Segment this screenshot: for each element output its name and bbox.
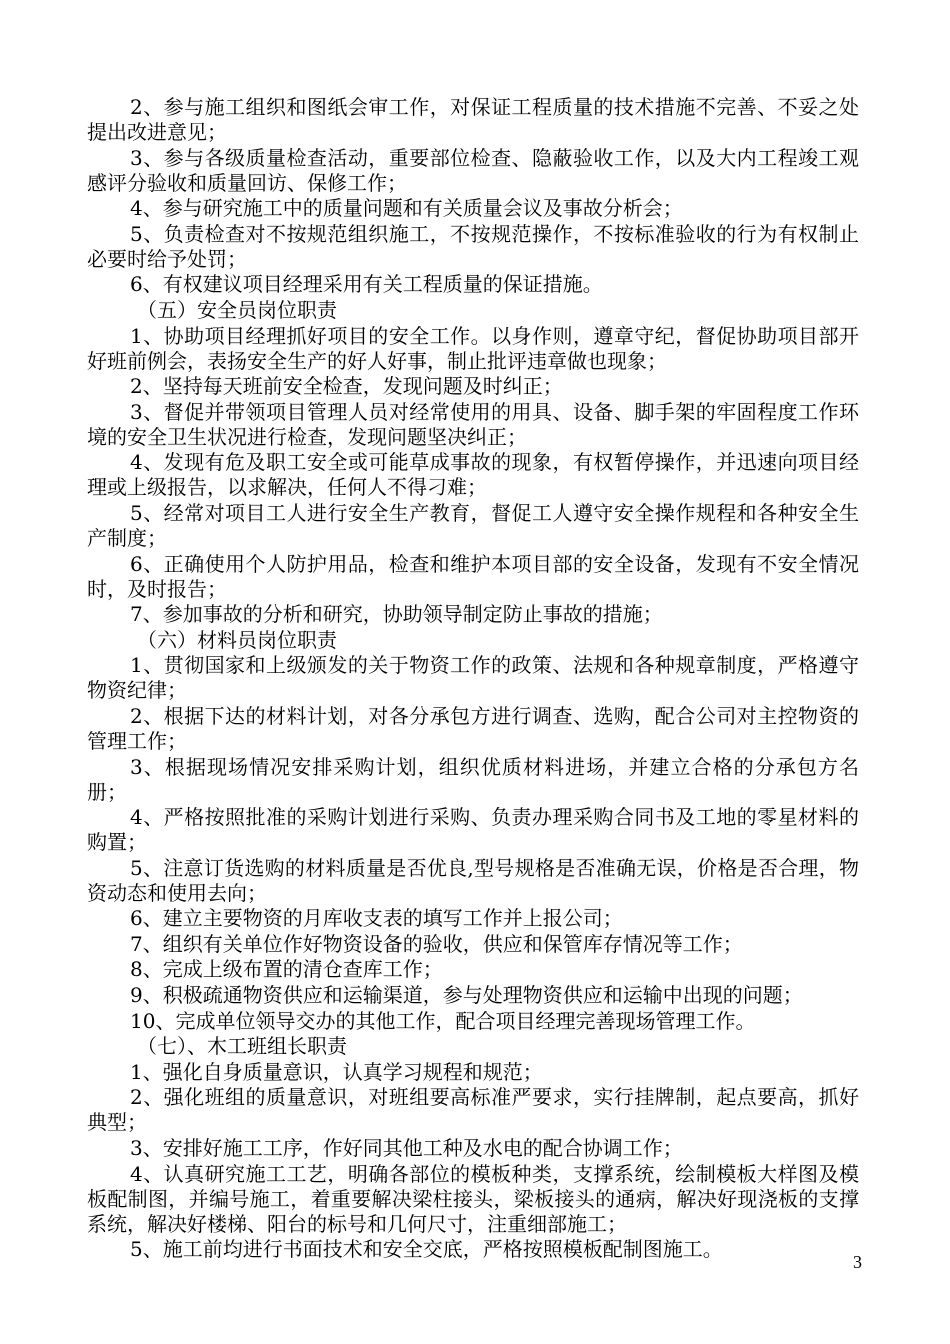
section-heading: （五）安全员岗位职责 [137, 297, 337, 322]
section-heading: （六）材料员岗位职责 [137, 627, 337, 652]
paragraph: 3、根据现场情况安排采购计划，组织优质材料进场，并建立合格的分承包方名册； [87, 754, 859, 804]
paragraph: 1、贯彻国家和上级颁发的关于物资工作的政策、法规和各种规章制度，严格遵守物资纪律； [87, 653, 859, 703]
paragraph: 4、参与研究施工中的质量问题和有关质量会议及事故分析会； [130, 196, 683, 221]
section-heading: （七）、木工班组长职责 [137, 1034, 347, 1059]
paragraph: 4、认真研究施工工艺，明确各部位的模板种类，支撑系统，绘制模板大样图及模板配制图，并编号施工，着重要解决梁柱接头，梁板接头的通病，解决好现浇板的支撑系统，解决好楼梯、阳台的标号和几何尺寸，注重细部施工； [87, 1161, 859, 1236]
page-number: 3 [853, 1252, 862, 1272]
paragraph: 8、完成上级布置的清仓查库工作； [130, 957, 443, 982]
paragraph: 7、参加事故的分析和研究，协助领导制定防止事故的措施； [130, 602, 663, 627]
paragraph: 5、负责检查对不按规范组织施工，不按规范操作，不按标准验收的行为有权制止必要时给予处罚； [87, 221, 859, 271]
paragraph: 7、组织有关单位作好物资设备的验收，供应和保管库存情况等工作； [130, 931, 743, 956]
paragraph: 5、经常对项目工人进行安全生产教育，督促工人遵守安全操作规程和各种安全生产制度； [87, 500, 859, 550]
paragraph: 1、协助项目经理抓好项目的安全工作。以身作则，遵章守纪，督促协助项目部开好班前例会，表扬安全生产的好人好事，制止批评违章做也现象； [87, 323, 859, 373]
paragraph: 3、参与各级质量检查活动，重要部位检查、隐蔽验收工作，以及大内工程竣工观感评分验收和质量回访、保修工作； [87, 145, 859, 195]
paragraph: 1、强化自身质量意识，认真学习规程和规范； [130, 1059, 543, 1084]
paragraph: 4、严格按照批准的采购计划进行采购、负责办理采购合同书及工地的零星材料的购置； [87, 805, 859, 855]
paragraph: 2、强化班组的质量意识，对班组要高标准严要求，实行挂牌制，起点要高，抓好典型； [87, 1085, 859, 1135]
paragraph: 3、督促并带领项目管理人员对经常使用的用具、设备、脚手架的牢固程度工作环境的安全卫生状况进行检查，发现问题坚决纠正； [87, 399, 859, 449]
paragraph: 5、施工前均进行书面技术和安全交底，严格按照模板配制图施工。 [130, 1237, 723, 1262]
paragraph: 6、建立主要物资的月库收支表的填写工作并上报公司； [130, 906, 623, 931]
paragraph: 10、完成单位领导交办的其他工作，配合项目经理完善现场管理工作。 [130, 1008, 756, 1033]
paragraph: 6、有权建议项目经理采用有关工程质量的保证措施。 [130, 272, 603, 297]
paragraph: 2、参与施工组织和图纸会审工作，对保证工程质量的技术措施不完善、不妥之处提出改进意见； [87, 95, 859, 144]
paragraph: 4、发现有危及职工安全或可能草成事故的现象，有权暂停操作，并迅速向项目经理或上级报告，以求解决，任何人不得刁难； [87, 450, 859, 500]
paragraph: 9、积极疏通物资供应和运输渠道，参与处理物资供应和运输中出现的问题； [130, 983, 803, 1008]
paragraph: 5、注意订货选购的材料质量是否优良,型号规格是否准确无误，价格是否合理，物资动态和使用去向； [87, 855, 859, 905]
paragraph: 3、安排好施工工序，作好同其他工种及水电的配合协调工作； [130, 1136, 683, 1161]
paragraph: 2、坚持每天班前安全检查，发现问题及时纠正； [130, 374, 563, 399]
document-body [87, 95, 859, 1263]
paragraph: 6、正确使用个人防护用品，检查和维护本项目部的安全设备，发现有不安全情况时，及时报告； [87, 551, 859, 601]
paragraph: 2、根据下达的材料计划，对各分承包方进行调查、选购，配合公司对主控物资的管理工作； [87, 703, 859, 753]
